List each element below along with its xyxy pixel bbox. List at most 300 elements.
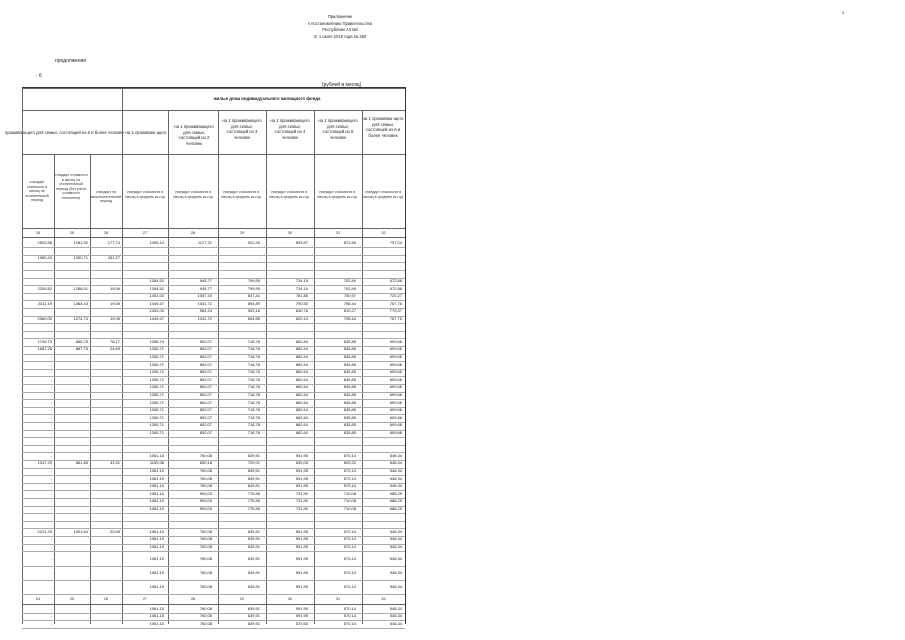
table-cell: 1061,15 — [149, 536, 164, 542]
table-cell: 609,66 — [389, 376, 402, 382]
table-cell: 1061,15 — [149, 620, 164, 626]
appendix-line: Республики Алтай — [322, 27, 358, 32]
table-cell: 1265,71 — [149, 361, 164, 367]
table-cell: 1402,00 — [149, 308, 164, 314]
table-cell: 570,14 — [343, 528, 356, 534]
column-divider — [90, 154, 91, 624]
table-cell: 570,14 — [343, 544, 356, 549]
table-cell: - — [50, 475, 52, 481]
table-cell: 887,75 — [75, 346, 88, 352]
column-number: 25 — [69, 596, 75, 601]
table-cell: 682,64 — [295, 414, 308, 420]
table-cell: 718,78 — [247, 361, 260, 367]
table-cell: 609,66 — [389, 407, 402, 413]
table-cell: 630,05 — [295, 460, 308, 466]
table-cell: 570,14 — [343, 452, 356, 458]
table-cell: 548,34 — [389, 613, 402, 619]
table-cell: 570,60 — [295, 620, 308, 626]
table-cell: 1449,47 — [149, 316, 164, 321]
table-cell: - — [50, 399, 52, 405]
table-cell: 639,91 — [247, 483, 260, 489]
table-cell: 635,85 — [343, 384, 356, 390]
appendix-line: от 1 июня 2018 года № 250 — [313, 33, 367, 39]
row-divider — [22, 551, 405, 552]
table-cell: 591,95 — [295, 605, 308, 611]
sub-header: стандарт стоимости в месяц в среднем за год — [363, 190, 403, 199]
table-cell: 609,66 — [389, 369, 402, 375]
table-cell: 781,85 — [295, 293, 308, 299]
table-cell: 682,64 — [295, 399, 308, 405]
table-cell: 1265,71 — [149, 407, 164, 413]
table-cell: 639,91 — [247, 468, 260, 473]
table-cell: 779,37 — [389, 308, 402, 314]
table-cell: 2311,19 — [37, 300, 52, 306]
table-cell: 1061,15 — [149, 468, 164, 473]
table-cell: 718,78 — [247, 376, 260, 382]
table-cell: - — [50, 490, 52, 496]
table-cell: 635,85 — [343, 361, 356, 367]
table-cell: 609,66 — [389, 384, 402, 390]
table-cell: - — [50, 583, 52, 589]
table-cell: 710,08 — [343, 498, 356, 504]
table-cell: 682,64 — [295, 392, 308, 397]
table-cell: 682,64 — [295, 430, 308, 435]
table-cell: 852,07 — [199, 369, 212, 375]
table-cell: 1041,72 — [197, 316, 212, 321]
row-divider — [22, 110, 405, 111]
table-cell: 760,08 — [199, 569, 212, 575]
table-cell: 609,66 — [389, 430, 402, 435]
table-cell: 1495,14 — [149, 240, 164, 245]
table-cell: 591,95 — [295, 583, 308, 589]
table-cell: - — [50, 468, 52, 473]
table-cell: 718,78 — [247, 354, 260, 359]
table-cell: 710,08 — [343, 506, 356, 511]
table-cell: 570,14 — [343, 536, 356, 542]
table-cell: 734,19 — [295, 278, 308, 283]
table-cell: 548,34 — [389, 468, 402, 473]
table-cell: 672,88 — [389, 278, 402, 283]
table-cell: 760,08 — [199, 544, 212, 549]
table-cell: 900,03 — [199, 506, 212, 511]
table-cell: 682,64 — [295, 422, 308, 428]
table-cell: 1061,15 — [149, 483, 164, 489]
table-cell: 760,08 — [199, 605, 212, 611]
table-cell: 251,27 — [107, 255, 120, 261]
table-cell: 1265,71 — [149, 399, 164, 405]
table-cell: 810,27 — [343, 308, 356, 314]
column-number: 29 — [239, 596, 245, 601]
table-cell: 2221,29 — [37, 528, 52, 534]
table-cell: 850,18 — [199, 460, 212, 466]
row-divider — [22, 154, 405, 155]
table-cell: - — [50, 422, 52, 428]
table-cell: 797,24 — [389, 240, 402, 245]
table-cell: 852,07 — [199, 422, 212, 428]
table-cell: 852,07 — [199, 346, 212, 352]
sub-header: стандарт стоимости в месяц в среднем за год — [173, 190, 213, 199]
table-cell: 852,07 — [199, 384, 212, 390]
table-cell: - — [50, 384, 52, 390]
table-cell: 635,85 — [343, 422, 356, 428]
table-cell: 1265,71 — [149, 346, 164, 352]
table-cell: 760,08 — [199, 483, 212, 489]
row-divider — [22, 513, 405, 514]
column-number: 32 — [381, 596, 386, 601]
table-cell: 548,34 — [389, 528, 402, 534]
table-cell: 852,07 — [199, 354, 212, 359]
column-number: 32 — [381, 231, 386, 235]
table-cell: 852,07 — [199, 376, 212, 382]
table-cell: 548,34 — [389, 544, 402, 549]
table-cell: 682,64 — [295, 407, 308, 413]
column-number: 24 — [35, 231, 41, 235]
column-number: 26 — [103, 596, 109, 601]
table-cell: 591,95 — [295, 536, 308, 542]
table-cell: 1265,71 — [149, 376, 164, 382]
table-cell: 760,08 — [199, 613, 212, 619]
table-cell: 1264,52 — [149, 285, 164, 291]
table-cell: - — [50, 605, 52, 611]
column-number: 27 — [142, 596, 148, 601]
table-cell: 1047,29 — [37, 460, 52, 466]
table-cell: 591,95 — [295, 468, 308, 473]
table-cell: 760,08 — [199, 475, 212, 481]
table-cell: - — [50, 506, 52, 511]
table-cell: 609,66 — [389, 354, 402, 359]
table-cell: 922,93 — [247, 240, 260, 245]
table-cell: 1364,43 — [73, 300, 88, 306]
table-cell: 703,49 — [343, 278, 356, 283]
table-cell: 945,77 — [199, 278, 212, 283]
table-cell: 798,44 — [343, 300, 356, 306]
table-cell: 1041,72 — [197, 300, 212, 306]
table-cell: 635,85 — [343, 346, 356, 352]
table-cell: 760,08 — [199, 468, 212, 473]
column-divider — [218, 110, 219, 624]
column-divider — [54, 154, 55, 624]
table-cell: 709,01 — [247, 460, 260, 466]
table-cell: 776,56 — [247, 498, 260, 504]
column-number: 30 — [287, 596, 293, 601]
column-divider — [168, 110, 169, 624]
table-cell: - — [50, 376, 52, 382]
table-cell: 840,76 — [295, 308, 308, 314]
column-number: 25 — [69, 231, 75, 235]
table-cell: 718,78 — [247, 430, 260, 435]
table-cell: 682,64 — [295, 384, 308, 390]
table-cell: 591,95 — [295, 528, 308, 534]
sub-header: стандарт стоимости в месяц в среднем за год — [125, 190, 165, 199]
table-cell: 1265,71 — [149, 369, 164, 375]
table-cell: 984,24 — [199, 308, 212, 314]
table-cell: 635,85 — [343, 369, 356, 375]
row-divider — [22, 323, 405, 324]
table-cell: 872,50 — [343, 240, 356, 245]
page-number: 4 — [842, 10, 845, 15]
table-cell: - — [210, 255, 212, 261]
table-cell: 718,78 — [247, 407, 260, 413]
table-cell: 852,07 — [199, 430, 212, 435]
column-number: 31 — [335, 596, 341, 601]
table-cell: 1061,15 — [149, 583, 164, 589]
table-cell: 718,78 — [247, 392, 260, 397]
table-cell: 1081,10 — [149, 490, 164, 496]
table-cell: 1061,15 — [149, 475, 164, 481]
table-cell: 672,88 — [389, 285, 402, 291]
row-divider — [22, 521, 405, 522]
table-cell: 767,75 — [389, 316, 402, 321]
table-cell: 798,44 — [343, 316, 356, 321]
table-cell: 570,14 — [343, 468, 356, 473]
table-cell: 609,66 — [389, 422, 402, 428]
table-cell: 635,85 — [343, 376, 356, 382]
col-header: проживающего для семьи, состоящей из 6 и более человек — [5, 130, 124, 135]
table-cell: 1265,71 — [149, 414, 164, 420]
table-cell: 894,89 — [247, 316, 260, 321]
appendix-line: Приложение — [327, 14, 353, 19]
table-cell: 548,34 — [389, 569, 402, 575]
table-cell: 767,75 — [389, 300, 402, 306]
table-cell: 639,91 — [247, 452, 260, 458]
table-cell: 639,91 — [247, 613, 260, 619]
table-cell: 852,07 — [199, 338, 212, 344]
table-cell: 1265,71 — [149, 354, 164, 359]
table-cell: 688,29 — [389, 498, 402, 504]
table-cell: 591,95 — [295, 555, 308, 561]
table-cell: 591,95 — [295, 544, 308, 549]
table-cell: 1402,00 — [149, 293, 164, 299]
column-number: 24 — [35, 596, 41, 601]
table-cell: 720,27 — [389, 293, 402, 299]
table-cell: 609,66 — [389, 392, 402, 397]
table-cell: - — [50, 354, 52, 359]
table-cell: 718,78 — [247, 399, 260, 405]
row-divider — [22, 331, 405, 332]
table-cell: 829,14 — [295, 316, 308, 321]
row-divider — [22, 566, 405, 567]
table-cell: 635,85 — [343, 399, 356, 405]
table-cell: 609,66 — [389, 346, 402, 352]
table-cell: 731,90 — [295, 498, 308, 504]
table-cell: 1081,10 — [149, 506, 164, 511]
table-cell: 760,08 — [199, 452, 212, 458]
table-cell: 718,78 — [247, 384, 260, 390]
table-cell: 19,06 — [109, 300, 120, 306]
table-cell: 1061,15 — [149, 528, 164, 534]
table-cell: 19,06 — [109, 316, 120, 321]
table-cell: - — [258, 255, 260, 261]
table-cell: - — [50, 498, 52, 504]
table-cell: 760,08 — [199, 528, 212, 534]
table-cell: 760,08 — [199, 536, 212, 542]
table-cell: 1274,73 — [73, 316, 88, 321]
table-cell: 893,97 — [295, 240, 308, 245]
row-divider — [22, 628, 405, 629]
table-cell: 852,07 — [199, 407, 212, 413]
table-cell: 635,85 — [343, 354, 356, 359]
sub-header: стандарт стоимости в месяц в среднем за год — [221, 190, 261, 199]
table-cell: 635,85 — [343, 392, 356, 397]
column-number: 31 — [335, 231, 341, 235]
table-cell: 570,14 — [343, 569, 356, 575]
table-cell: 19,06 — [109, 285, 120, 291]
table-cell: 591,95 — [295, 613, 308, 619]
table-cell: 847,41 — [247, 293, 260, 299]
table-cell: 900,03 — [199, 498, 212, 504]
table-cell: 2205,52 — [37, 285, 52, 291]
table-cell: 609,66 — [389, 338, 402, 344]
sub-header: стандарт стоимости в месяц в среднем за год — [317, 190, 357, 199]
table-cell: - — [50, 414, 52, 420]
table-cell: - — [50, 430, 52, 435]
table-cell: - — [162, 255, 164, 261]
table-cell: 861,85 — [75, 460, 88, 466]
col-header: на 1 проживающего для семьи, состоящей из 5 человек — [318, 118, 358, 140]
table-cell: 760,08 — [199, 555, 212, 561]
table-cell: 609,22 — [343, 460, 356, 466]
table-cell: 609,66 — [389, 361, 402, 367]
table-cell: 1265,71 — [149, 422, 164, 428]
row-divider — [22, 594, 405, 595]
table-cell: 1061,15 — [149, 555, 164, 561]
table-cell: 591,95 — [295, 569, 308, 575]
table-cell: 1159,38 — [149, 460, 164, 466]
row-divider — [22, 88, 405, 89]
table-cell: 799,95 — [247, 285, 260, 291]
table-cell: 639,91 — [247, 569, 260, 575]
table-cell: 731,90 — [295, 506, 308, 511]
table-cell: 731,90 — [295, 490, 308, 496]
table-cell: 635,85 — [343, 414, 356, 420]
table-cell: 548,34 — [389, 583, 402, 589]
table-cell: 688,29 — [389, 506, 402, 511]
column-number: 28 — [190, 231, 196, 235]
table-cell: 1061,15 — [149, 613, 164, 619]
table-cell: 548,34 — [389, 452, 402, 458]
table-cell: 639,91 — [247, 544, 260, 549]
sub-header: стандарт стоимости в месяц на отопительный период — [25, 180, 49, 203]
table-cell: 2503,56 — [37, 240, 52, 245]
table-cell: 760,08 — [199, 583, 212, 589]
table-cell: 639,91 — [247, 555, 260, 561]
table-cell: - — [50, 407, 52, 413]
table-cell: 591,95 — [295, 475, 308, 481]
table-cell: 852,07 — [199, 392, 212, 397]
table-cell: - — [50, 536, 52, 542]
table-cell: 1061,15 — [149, 605, 164, 611]
table-cell: 548,34 — [389, 536, 402, 542]
tariff-table — [5, 87, 406, 626]
table-cell: 548,34 — [389, 475, 402, 481]
table-cell: 1449,47 — [149, 300, 164, 306]
table-cell: 570,14 — [343, 475, 356, 481]
table-cell: 76,17 — [109, 338, 120, 344]
table-cell: 1286,01 — [73, 285, 88, 291]
col-header: на 1 проживающего для семьи, состоящей из 2 человек — [174, 124, 214, 146]
table-cell: 1749,73 — [37, 338, 52, 344]
table-cell: 1687,26 — [37, 346, 52, 352]
table-cell: 570,14 — [343, 605, 356, 611]
table-cell: 548,34 — [389, 555, 402, 561]
row-divider — [22, 604, 405, 605]
table-cell: 20,05 — [109, 528, 120, 534]
table-cell: - — [50, 452, 52, 458]
table-cell: 682,64 — [295, 369, 308, 375]
sub-header: стандарт стоимости в месяц в среднем за год — [269, 190, 309, 199]
row-divider — [22, 445, 405, 446]
table-cell: - — [50, 369, 52, 375]
table-cell: 852,07 — [199, 414, 212, 420]
table-cell: 718,78 — [247, 338, 260, 344]
row-divider — [22, 228, 405, 229]
row-divider — [22, 580, 405, 581]
row-divider — [22, 247, 405, 248]
appendix-line: к постановлению Правительства — [308, 20, 372, 26]
table-cell: - — [50, 613, 52, 619]
table-cell: 799,95 — [247, 278, 260, 283]
table-cell: 852,07 — [199, 399, 212, 405]
table-cell: 776,56 — [247, 506, 260, 511]
table-cell: - — [50, 569, 52, 575]
table-cell: 688,29 — [389, 490, 402, 496]
table-cell: 790,50 — [295, 300, 308, 306]
table-cell: - — [50, 392, 52, 397]
table-cell: 1007,34 — [197, 293, 212, 299]
group-header: жилые дома индивидуального жилищного фонда — [213, 96, 321, 101]
table-cell: 639,91 — [247, 475, 260, 481]
table-cell: 635,85 — [343, 338, 356, 344]
row-divider — [22, 437, 405, 438]
column-number: 26 — [103, 231, 109, 235]
table-cell: 24,69 — [109, 346, 120, 352]
column-divider — [266, 110, 267, 624]
table-cell: 639,91 — [247, 583, 260, 589]
table-cell: 570,14 — [343, 620, 356, 626]
table-cell: 570,14 — [343, 483, 356, 489]
table-cell: 1264,52 — [149, 278, 164, 283]
col-header: на 1 проживающего для семьи, состоящей из 4 человек — [270, 118, 310, 140]
table-cell: 570,14 — [343, 613, 356, 619]
table-cell: 591,95 — [295, 483, 308, 489]
column-number: 30 — [287, 231, 293, 235]
table-cell: 548,34 — [389, 483, 402, 489]
table-cell: - — [50, 555, 52, 561]
table-cell: 1127,21 — [197, 240, 212, 245]
row-divider — [22, 237, 405, 238]
table-cell: 718,78 — [247, 422, 260, 428]
column-number: 27 — [142, 231, 148, 235]
table-cell: 750,97 — [343, 293, 356, 299]
table-cell: 734,19 — [295, 285, 308, 291]
table-cell: 718,78 — [247, 369, 260, 375]
table-cell: 548,34 — [389, 605, 402, 611]
table-cell: 682,64 — [295, 354, 308, 359]
table-cell: 1265,71 — [149, 392, 164, 397]
table-cell: 177,74 — [107, 240, 120, 245]
table-cell: 639,91 — [247, 528, 260, 534]
table-cell: 945,77 — [199, 285, 212, 291]
table-cell: - — [50, 544, 52, 549]
table-cell: 648,44 — [389, 460, 402, 466]
table-cell: 682,64 — [295, 376, 308, 382]
table-cell: 635,85 — [343, 407, 356, 413]
col-header: на 1 проживающего для семьи, состоящей из 3 человек — [222, 118, 262, 140]
table-cell: 1081,92 — [73, 240, 88, 245]
units-note: (рублей в месяц) — [322, 82, 362, 88]
table-cell: 1061,15 — [149, 544, 164, 549]
table-cell: 1265,71 — [149, 384, 164, 390]
